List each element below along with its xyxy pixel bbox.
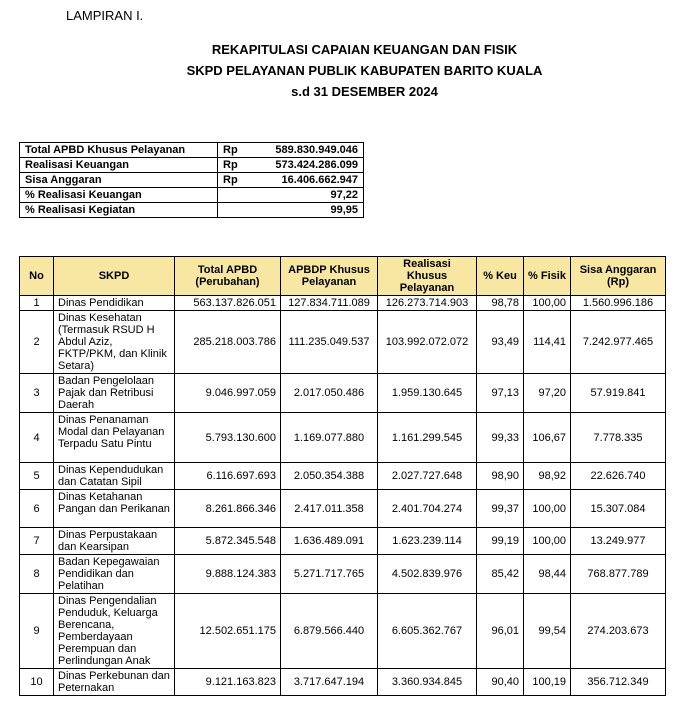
cell-no: 4 (20, 413, 54, 463)
cell-apbdp: 1.636.489.091 (281, 528, 378, 555)
cell-realisasi: 103.992.072.072 (378, 311, 477, 374)
cell-sisa: 15.307.084 (571, 490, 666, 528)
cell-apbdp: 2.050.354.388 (281, 463, 378, 490)
summary-value: 16.406.662.947 (253, 173, 364, 188)
cell-sisa: 57.919.841 (571, 374, 666, 413)
cell-apbdp: 3.717.647.194 (281, 669, 378, 696)
cell-keu: 99,33 (477, 413, 524, 463)
summary-pct-row (20, 203, 364, 218)
cell-realisasi: 6.605.362.767 (378, 594, 477, 669)
cell-apbdp: 1.169.077.880 (281, 413, 378, 463)
cell-apbdp: 2.017.050.486 (281, 374, 378, 413)
summary-label: Total APBD Khusus Pelayanan (20, 143, 218, 158)
cell-fisik: 100,00 (524, 296, 571, 311)
cell-total: 563.137.826.051 (175, 296, 281, 311)
summary-label: Realisasi Keuangan (20, 158, 218, 173)
cell-sisa: 13.249.977 (571, 528, 666, 555)
cell-fisik: 98,92 (524, 463, 571, 490)
header-pct-keu: % Keu (477, 257, 524, 296)
cell-keu: 85,42 (477, 555, 524, 594)
header-skpd: SKPD (54, 257, 175, 296)
header-total-apbd: Total APBD (Perubahan) (175, 257, 281, 296)
cell-sisa: 274.203.673 (571, 594, 666, 669)
cell-fisik: 98,44 (524, 555, 571, 594)
cell-total: 8.261.866.346 (175, 490, 281, 528)
summary-row (20, 173, 364, 188)
cell-no: 3 (20, 374, 54, 413)
cell-sisa: 22.626.740 (571, 463, 666, 490)
summary-label: Sisa Anggaran (20, 173, 218, 188)
cell-no: 10 (20, 669, 54, 696)
cell-realisasi: 2.027.727.648 (378, 463, 477, 490)
table-row (20, 594, 666, 669)
cell-no: 6 (20, 490, 54, 528)
cell-total: 5.872.345.548 (175, 528, 281, 555)
cell-no: 7 (20, 528, 54, 555)
cell-keu: 90,40 (477, 669, 524, 696)
cell-apbdp: 5.271.717.765 (281, 555, 378, 594)
summary-table (19, 142, 364, 218)
table-row (20, 490, 666, 528)
table-row (20, 374, 666, 413)
cell-keu: 99,37 (477, 490, 524, 528)
cell-fisik: 100,00 (524, 490, 571, 528)
cell-total: 9.121.163.823 (175, 669, 281, 696)
cell-skpd: Dinas Kesehatan (Termasuk RSUD H Abdul Aziz, FKTP/PKM, dan Klinik Setara) (54, 311, 175, 374)
cell-total: 9.888.124.383 (175, 555, 281, 594)
cell-keu: 93,49 (477, 311, 524, 374)
table-row (20, 463, 666, 490)
cell-no: 9 (20, 594, 54, 669)
summary-row (20, 158, 364, 173)
cell-total: 6.116.697.693 (175, 463, 281, 490)
title-line-2: SKPD PELAYANAN PUBLIK KABUPATEN BARITO KUALA (186, 63, 543, 78)
cell-sisa: 356.712.349 (571, 669, 666, 696)
cell-skpd: Dinas Pendidikan (54, 296, 175, 311)
summary-row (20, 143, 364, 158)
cell-no: 2 (20, 311, 54, 374)
cell-fisik: 100,00 (524, 528, 571, 555)
table-row (20, 413, 666, 463)
cell-skpd: Badan Kepegawaian Pendidikan dan Pelatihan (54, 555, 175, 594)
cell-keu: 99,19 (477, 528, 524, 555)
cell-realisasi: 4.502.839.976 (378, 555, 477, 594)
skpd-table (19, 256, 666, 696)
cell-no: 8 (20, 555, 54, 594)
cell-skpd: Dinas Ketahanan Pangan dan Perikanan (54, 490, 175, 528)
table-row (20, 528, 666, 555)
cell-realisasi: 1.959.130.645 (378, 374, 477, 413)
lampiran-label: LAMPIRAN I. (66, 8, 144, 23)
table-row (20, 669, 666, 696)
cell-keu: 97,13 (477, 374, 524, 413)
cell-skpd: Dinas Perpustakaan dan Kearsipan (54, 528, 175, 555)
cell-apbdp: 111.235.049.537 (281, 311, 378, 374)
summary-value: 589.830.949.046 (253, 143, 364, 158)
summary-label: % Realisasi Keuangan (20, 188, 218, 203)
cell-realisasi: 3.360.934.845 (378, 669, 477, 696)
header-sisa-anggaran: Sisa Anggaran (Rp) (571, 257, 666, 296)
table-row (20, 296, 666, 311)
table-header-row (20, 257, 666, 296)
report-title (0, 39, 699, 102)
cell-total: 285.218.003.786 (175, 311, 281, 374)
cell-no: 5 (20, 463, 54, 490)
summary-value: 573.424.286.099 (253, 158, 364, 173)
cell-total: 12.502.651.175 (175, 594, 281, 669)
summary-pct-row (20, 188, 364, 203)
cell-fisik: 114,41 (524, 311, 571, 374)
cell-sisa: 1.560.996.186 (571, 296, 666, 311)
cell-no: 1 (20, 296, 54, 311)
summary-currency: Rp (218, 143, 254, 158)
cell-fisik: 106,67 (524, 413, 571, 463)
cell-sisa: 768.877.789 (571, 555, 666, 594)
cell-realisasi: 2.401.704.274 (378, 490, 477, 528)
summary-currency: Rp (218, 158, 254, 173)
cell-sisa: 7.778.335 (571, 413, 666, 463)
header-pct-fisik: % Fisik (524, 257, 571, 296)
cell-skpd: Badan Pengelolaan Pajak dan Retribusi Daerah (54, 374, 175, 413)
cell-apbdp: 2.417.011.358 (281, 490, 378, 528)
cell-keu: 98,90 (477, 463, 524, 490)
table-row (20, 555, 666, 594)
cell-keu: 98,78 (477, 296, 524, 311)
summary-label: % Realisasi Kegiatan (20, 203, 218, 218)
cell-skpd: Dinas Kependudukan dan Catatan Sipil (54, 463, 175, 490)
cell-fisik: 97,20 (524, 374, 571, 413)
header-apbdp: APBDP Khusus Pelayanan (281, 257, 378, 296)
cell-skpd: Dinas Pengendalian Penduduk, Keluarga Berencana, Pemberdayaan Perempuan dan Perlindungan Anak (54, 594, 175, 669)
header-realisasi: Realisasi Khusus Pelayanan (378, 257, 477, 296)
table-row (20, 311, 666, 374)
cell-realisasi: 126.273.714.903 (378, 296, 477, 311)
cell-realisasi: 1.161.299.545 (378, 413, 477, 463)
header-no: No (20, 257, 54, 296)
summary-currency: Rp (218, 173, 254, 188)
cell-fisik: 99,54 (524, 594, 571, 669)
cell-fisik: 100,19 (524, 669, 571, 696)
cell-apbdp: 127.834.711.089 (281, 296, 378, 311)
cell-skpd: Dinas Penanaman Modal dan Pelayanan Terpadu Satu Pintu (54, 413, 175, 463)
cell-sisa: 7.242.977.465 (571, 311, 666, 374)
title-line-1: REKAPITULASI CAPAIAN KEUANGAN DAN FISIK (211, 42, 518, 57)
cell-total: 5.793.130.600 (175, 413, 281, 463)
cell-realisasi: 1.623.239.114 (378, 528, 477, 555)
cell-total: 9.046.997.059 (175, 374, 281, 413)
summary-value: 99,95 (218, 203, 364, 218)
summary-value: 97,22 (218, 188, 364, 203)
title-line-3: s.d 31 DESEMBER 2024 (291, 84, 438, 99)
cell-keu: 96,01 (477, 594, 524, 669)
cell-skpd: Dinas Perkebunan dan Peternakan (54, 669, 175, 696)
cell-apbdp: 6.879.566.440 (281, 594, 378, 669)
